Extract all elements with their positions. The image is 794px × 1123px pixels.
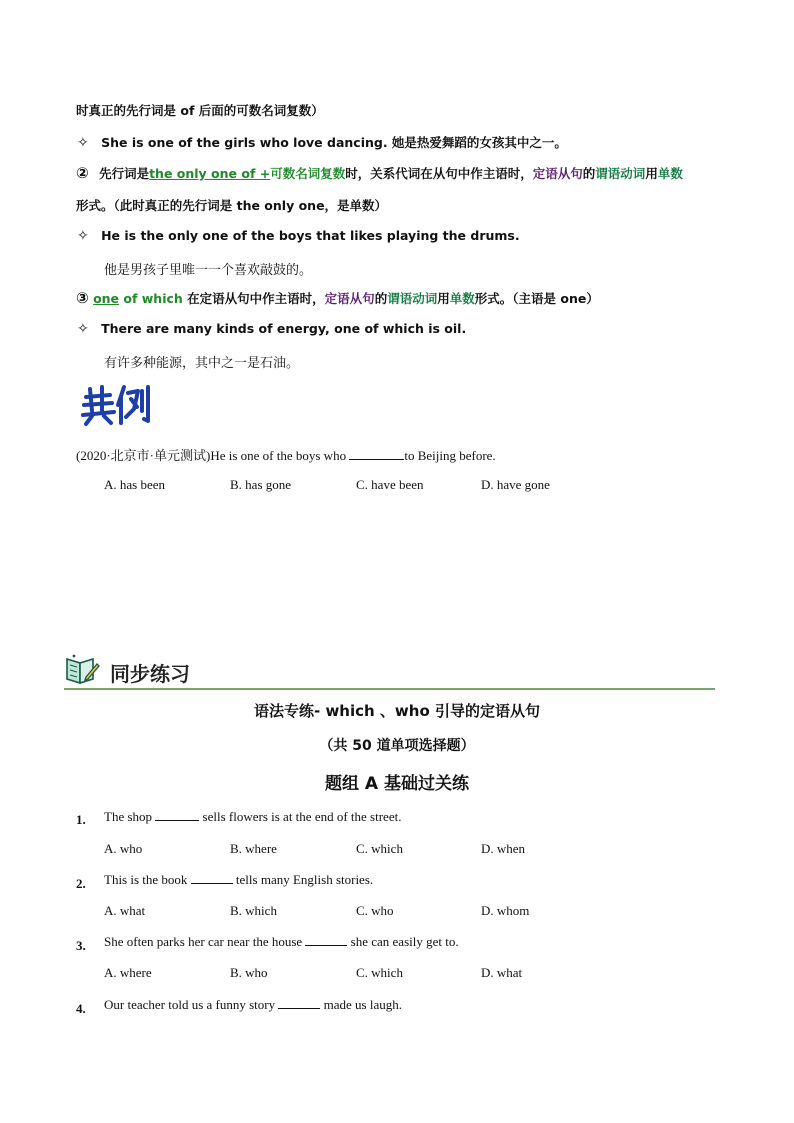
question-4-stem [104,997,402,1013]
rule-2-text-a: 先行词是 [99,166,150,181]
rule-3-highlight-b: of which [119,291,183,306]
practice-subtitle: 语法专练- which 、who 引导的定语从句 [254,702,540,720]
rule-2-highlight-e: 单数 [657,166,683,181]
example-option-c[interactable]: C. have been [356,477,424,492]
rule-3-text-b: 的 [374,291,388,306]
rule-2-text-b: 时，关系代词在从句中作主语时， [345,166,533,181]
rule-2 [76,164,683,182]
rule-3-highlight-c: 定语从句 [324,291,375,306]
question-2-option-c[interactable]: C. who [356,903,394,918]
question-1-number: 1. [76,812,86,827]
question-2-text-b: tells many English stories. [232,872,374,887]
question-4-text-b: made us laugh. [320,997,402,1012]
example-2 [77,228,520,244]
question-3-option-b[interactable]: B. who [230,965,268,980]
diamond-bullet-icon: ✧ [77,135,89,151]
question-2-option-b[interactable]: B. which [230,903,277,918]
example-3-english: There are many kinds of energy, one of which is oil. [101,321,467,336]
diamond-bullet-icon: ✧ [77,228,89,244]
question-1-option-c[interactable]: C. which [356,841,403,856]
example-2-chinese: 他是男孩子里唯一一个喜欢敲鼓的。 [104,263,313,278]
question-1-text-b: sells flowers is at the end of the street. [199,809,402,824]
rule-2-continuation: 形式。（此时真正的先行词是 the only one，是单数） [76,198,388,213]
question-3-option-d[interactable]: D. what [481,965,523,980]
example-question-stem: (2020·北京市·单元测试)He is one of the boys who [76,448,350,463]
answer-blank[interactable] [155,809,199,821]
section-divider [64,688,715,690]
question-2-number: 2. [76,876,86,891]
question-3-text-b: she can easily get to. [347,934,459,949]
example-logo-icon [80,383,152,427]
example-3 [77,321,466,337]
question-count: （共 50 道单项选择题） [319,738,475,754]
rule-3-highlight-a: one [93,291,120,306]
book-pencil-icon [64,651,100,687]
answer-blank[interactable] [191,872,233,884]
question-2-option-d[interactable]: D. whom [481,903,530,918]
diamond-bullet-icon: ✧ [77,321,89,337]
rule-2-text-c: 的 [582,166,596,181]
answer-blank[interactable] [305,934,347,946]
question-3-text-a: She often parks her car near the house [104,934,306,949]
question-3-option-a[interactable]: A. where [104,965,152,980]
rule-2-text-d: 用 [645,166,658,181]
example-question [76,445,496,464]
example-option-d[interactable]: D. have gone [481,477,550,492]
rule-3-highlight-e: 单数 [449,291,475,306]
question-2-text-a: This is the book [104,872,191,887]
example-1 [77,133,567,151]
question-2-option-a[interactable]: A. what [104,903,146,918]
question-4-number: 4. [76,1001,86,1016]
example-1-text: She is one of the girls who love dancing. 她是热爱舞蹈的女孩其中之一。 [101,135,567,150]
rule-2-marker: ② [76,164,89,182]
question-3-number: 3. [76,938,86,953]
note-line-continuation: 时真正的先行词是 of 后面的可数名词复数） [76,103,324,118]
question-4-text-a: Our teacher told us a funny story [104,997,279,1012]
answer-blank[interactable] [349,448,404,460]
rule-3-highlight-d: 谓语动词 [387,291,438,306]
example-option-b[interactable]: B. has gone [230,477,292,492]
question-1-option-a[interactable]: A. who [104,841,143,856]
rule-2-highlight-a: the only one of + [149,166,271,181]
question-1-option-b[interactable]: B. where [230,841,277,856]
rule-2-highlight-d: 谓语动词 [595,166,646,181]
question-3-option-c[interactable]: C. which [356,965,403,980]
example-3-chinese: 有许多种能源，其中之一是石油。 [104,356,300,371]
rule-3 [76,289,599,307]
rule-2-highlight-b: 可数名词复数 [270,166,346,181]
question-3-stem [104,934,459,950]
section-title: 同步练习 [110,662,190,686]
question-2-stem [104,872,373,888]
question-1-stem [104,809,401,825]
question-1-text-a: The shop [104,809,156,824]
rule-2-highlight-c: 定语从句 [532,166,583,181]
rule-3-text-a: 在定语从句中作主语时， [182,291,325,306]
example-option-a[interactable]: A. has been [104,477,166,492]
question-1-option-d[interactable]: D. when [481,841,526,856]
example-question-tail: to Beijing before. [404,448,496,463]
rule-3-text-c: 用 [437,291,450,306]
rule-3-text-d: 形式。（主语是 one） [474,291,599,306]
answer-blank[interactable] [278,997,320,1009]
rule-3-marker: ③ [76,289,89,307]
question-group-title: 题组 A 基础过关练 [325,774,469,794]
example-2-english: He is the only one of the boys that likes playing the drums. [101,228,520,243]
